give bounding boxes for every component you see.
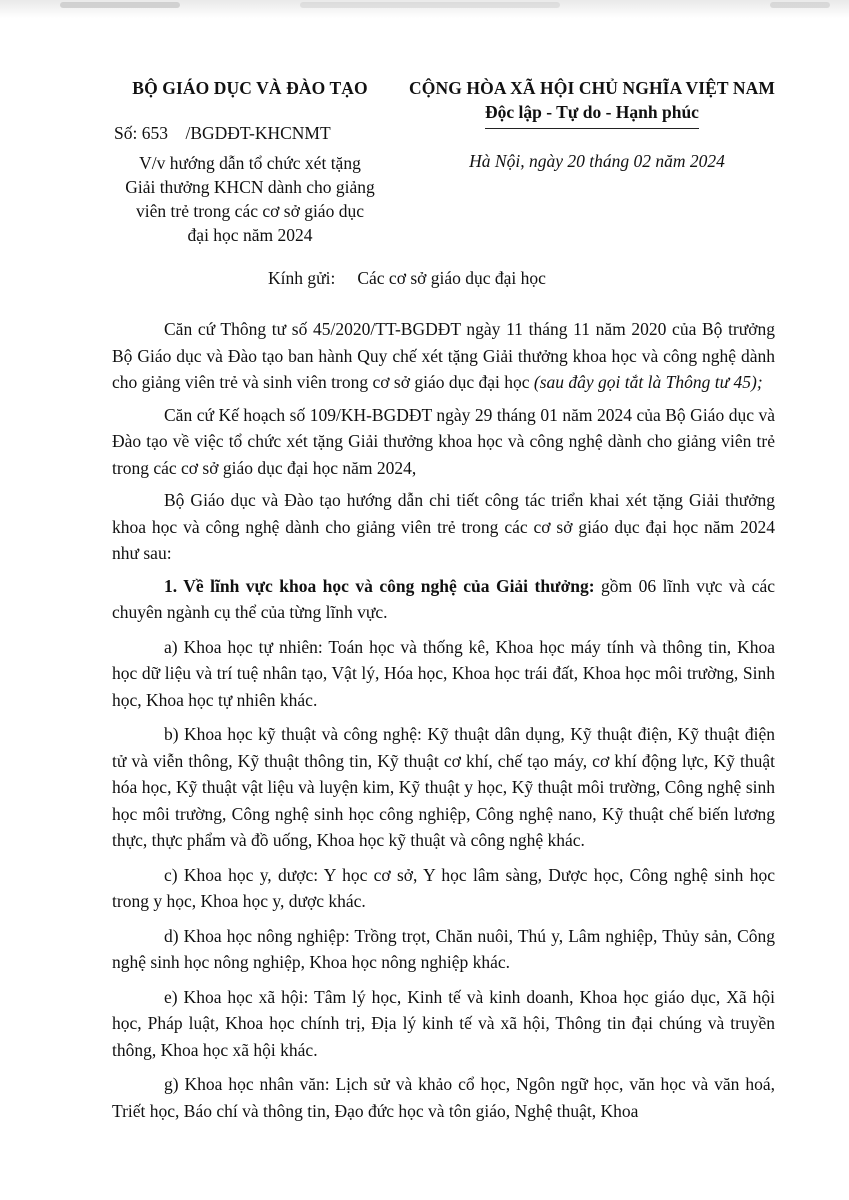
document-number: Số: 653 /BGDĐT-KHCNMT — [114, 123, 331, 143]
scan-artifact — [770, 2, 830, 8]
national-motto: Độc lập - Tự do - Hạnh phúc — [485, 100, 699, 129]
issuer-block — [100, 76, 400, 247]
subject-line: viên trẻ trong các cơ sở giáo dục — [136, 201, 364, 221]
field-item-g: g) Khoa học nhân văn: Lịch sử và khảo cổ học, Ngôn ngữ học, văn học và văn hoá, Triết học, Báo chí và thông tin, Đạo đức học và tôn giáo, Nghệ thuật, Khoa — [112, 1074, 775, 1121]
field-item-e: e) Khoa học xã hội: Tâm lý học, Kinh tế và kinh doanh, Khoa học giáo dục, Xã hội học, Pháp luật, Khoa học chính trị, Địa lý kinh tế và xã hội, Thông tin đại chúng và truyền thông, Khoa học xã hội khác. — [112, 986, 775, 1060]
recipient-label: Kính gửi: — [268, 268, 336, 288]
subject-line: V/v hướng dẫn tổ chức xét tặng — [139, 153, 361, 173]
field-item-d: d) Khoa học nông nghiệp: Trồng trọt, Chăn nuôi, Thú y, Lâm nghiệp, Thủy sản, Công nghệ sinh học nông nghiệp, Khoa học nông nghiệp khác. — [112, 925, 775, 972]
nation-name: CỘNG HÒA XÃ HỘI CHỦ NGHĨA VIỆT NAM — [409, 78, 775, 98]
document-body — [112, 316, 775, 1132]
paragraph-italic-note: (sau đây gọi tắt là Thông tư 45); — [533, 372, 763, 392]
scan-artifact — [60, 2, 180, 8]
field-item-a: a) Khoa học tự nhiên: Toán học và thống kê, Khoa học máy tính và thông tin, Khoa học dữ liệu và trí tuệ nhân tạo, Vật lý, Hóa học, Khoa học trái đất, Khoa học môi trường, Sinh học, Khoa học tự nhiên khác. — [112, 636, 775, 710]
field-item-c: c) Khoa học y, dược: Y học cơ sở, Y học lâm sàng, Dược học, Công nghệ sinh học trong y học, Khoa học y, dược khác. — [112, 864, 775, 911]
section-1-heading: 1. Về lĩnh vực khoa học và công nghệ của Giải thưởng: — [164, 575, 595, 596]
section-1 — [112, 573, 775, 626]
document-subject — [100, 151, 400, 247]
subject-line: Giải thưởng KHCN dành cho giảng — [125, 177, 375, 197]
paragraph-legal-basis-1 — [112, 316, 775, 396]
recipient-line — [268, 268, 546, 289]
paragraph-intro: Bộ Giáo dục và Đào tạo hướng dẫn chi tiết công tác triển khai xét tặng Giải thưởng khoa học và công nghệ dành cho giảng viên trẻ trong các cơ sở giáo dục đại học năm 2024 như sau: — [112, 490, 775, 563]
scan-shadow — [0, 0, 849, 18]
field-item-b: b) Khoa học kỹ thuật và công nghệ: Kỹ thuật dân dụng, Kỹ thuật điện, Kỹ thuật điện tử và viễn thông, Kỹ thuật thông tin, Kỹ thuật cơ khí, chế tạo máy, cơ khí động lực, Kỹ thuật hóa học, Kỹ thuật vật liệu và luyện kim, Kỹ thuật y học, Kỹ thuật môi trường, Công nghệ sinh học môi trường, Công nghệ sinh học công nghiệp, Công nghệ nano, Kỹ thuật chế biến lương thực, thực phẩm và đồ uống, Khoa học kỹ thuật và công nghệ khác. — [112, 724, 775, 850]
issue-date: Hà Nội, ngày 20 tháng 02 năm 2024 — [469, 151, 725, 171]
section-1-text: gồm 06 lĩnh vực và các chuyên ngành cụ thể của từng lĩnh vực. — [112, 575, 775, 622]
recipient-value: Các cơ sở giáo dục đại học — [357, 268, 546, 288]
paragraph-legal-basis-2: Căn cứ Kế hoạch số 109/KH-BGDĐT ngày 29 tháng 01 năm 2024 của Bộ Giáo dục và Đào tạo về việc tổ chức xét tặng Giải thưởng khoa học và công nghệ dành cho giảng viên trẻ trong các cơ sở giáo dục đại học năm 2024, — [112, 404, 775, 478]
subject-line: đại học năm 2024 — [187, 225, 313, 245]
agency-name: BỘ GIÁO DỤC VÀ ĐÀO TẠO — [132, 78, 368, 98]
paragraph-text: Căn cứ Thông tư số 45/2020/TT-BGDĐT ngày 11 tháng 11 năm 2020 của Bộ trưởng Bộ Giáo dục và Đào tạo ban hành Quy chế xét tặng Giải thưởng khoa học và công nghệ dành cho giảng viên trẻ và sinh viên trong cơ sở giáo dục đại học — [112, 319, 775, 392]
national-header — [392, 76, 792, 173]
scan-artifact — [300, 2, 560, 8]
